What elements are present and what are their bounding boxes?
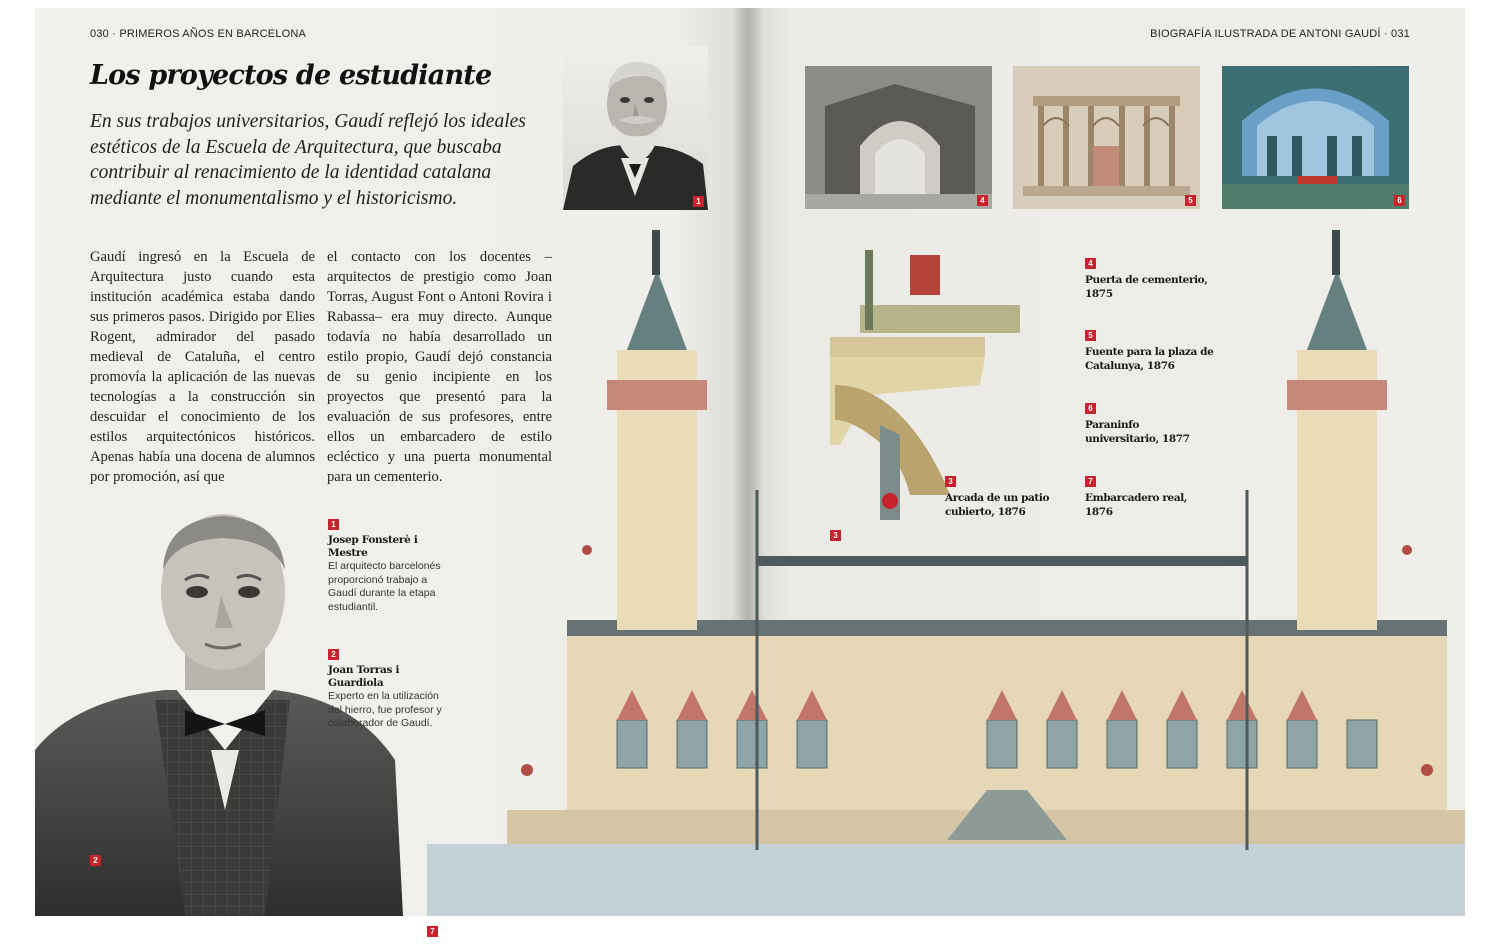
caption-6-number: 6 — [1085, 403, 1096, 414]
image-badge-5: 5 — [1185, 195, 1196, 206]
image-badge-1: 1 — [693, 196, 704, 207]
caption-6 — [1085, 398, 1215, 446]
folio-right: BIOGRAFÍA ILUSTRADA DE ANTONI GAUDÍ · 031 — [1150, 28, 1410, 40]
caption-2-number: 2 — [328, 649, 339, 660]
body-column-1: Gaudí ingresó en la Escuela de Arquitectura justo cuando esta institución académica estaba dando sus primeros pasos. Dirigido por Elies Rogent, admirador del pasado medieval de Cataluña, el centro promovía la aplicación de las nuevas tecnologías a la construcción sin descuidar el conocimiento de los estilos arquitectónicos históricos. Apenas había una docena de alumnos por promoción, así que — [90, 249, 315, 485]
caption-3-title: Arcada de un patio cubierto, 1876 — [945, 492, 1050, 518]
caption-4-number: 4 — [1085, 258, 1096, 269]
portrait-fonstere — [563, 46, 708, 210]
caption-2-text: Experto en la utilización del hierro, fue profesor y colaborador de Gaudí. — [328, 690, 442, 729]
thumbnail-auditorium — [1222, 66, 1409, 209]
image-badge-4: 4 — [977, 195, 988, 206]
image-badge-2: 2 — [90, 855, 101, 866]
caption-1-number: 1 — [328, 519, 339, 530]
folio-left: 030 · PRIMEROS AÑOS EN BARCELONA — [90, 28, 307, 40]
caption-7-title: Embarcadero real, 1876 — [1085, 492, 1188, 518]
image-badge-7: 7 — [427, 926, 438, 937]
thumbnail-cemetery-gate — [805, 66, 992, 209]
caption-7-number: 7 — [1085, 476, 1096, 487]
caption-2-title: Joan Torras i Guardiola — [328, 664, 400, 689]
caption-5 — [1085, 325, 1215, 373]
magazine-spread — [35, 8, 1465, 936]
royal-pier-drawing — [427, 230, 1465, 936]
caption-3-number: 3 — [945, 476, 956, 487]
caption-5-title: Fuente para la plaza de Catalunya, 1876 — [1085, 346, 1214, 372]
caption-3 — [945, 471, 1075, 519]
caption-5-number: 5 — [1085, 330, 1096, 341]
lede: En sus trabajos universitarios, Gaudí reflejó los ideales estéticos de la Escuela de Arquitectura, que buscaba contribuir al renacimiento de la identidad catalana mediante el monumentalismo y el historicismo. — [90, 111, 526, 209]
caption-1-title: Josep Fonsterè i Mestre — [328, 534, 418, 559]
caption-7 — [1085, 471, 1215, 519]
image-badge-6: 6 — [1394, 195, 1405, 206]
body-column-2: el contacto con los docentes –arquitectos de prestigio como Joan Torras, August Font o Antoni Rovira i Rabassa– era muy directo. Aunque todavía no había desarrollado un estilo propio, Gaudí dejó constancia de su genio incipiente en los proyectos que presentó para la evaluación de sus profesores, entre ellos un embarcadero de estilo ecléctico y una puerta monumental para un cementerio. — [327, 249, 552, 485]
page-title: Los proyectos de estudiante — [90, 60, 492, 91]
caption-4-title: Puerta de cementerio, 1875 — [1085, 274, 1208, 300]
image-badge-3: 3 — [830, 530, 841, 541]
caption-6-title: Paraninfo universitario, 1877 — [1085, 419, 1190, 445]
thumbnail-fountain — [1013, 66, 1200, 209]
caption-4 — [1085, 253, 1215, 301]
caption-1-text: El arquitecto barcelonés proporcionó trabajo a Gaudí durante la etapa estudiantil. — [328, 560, 441, 613]
